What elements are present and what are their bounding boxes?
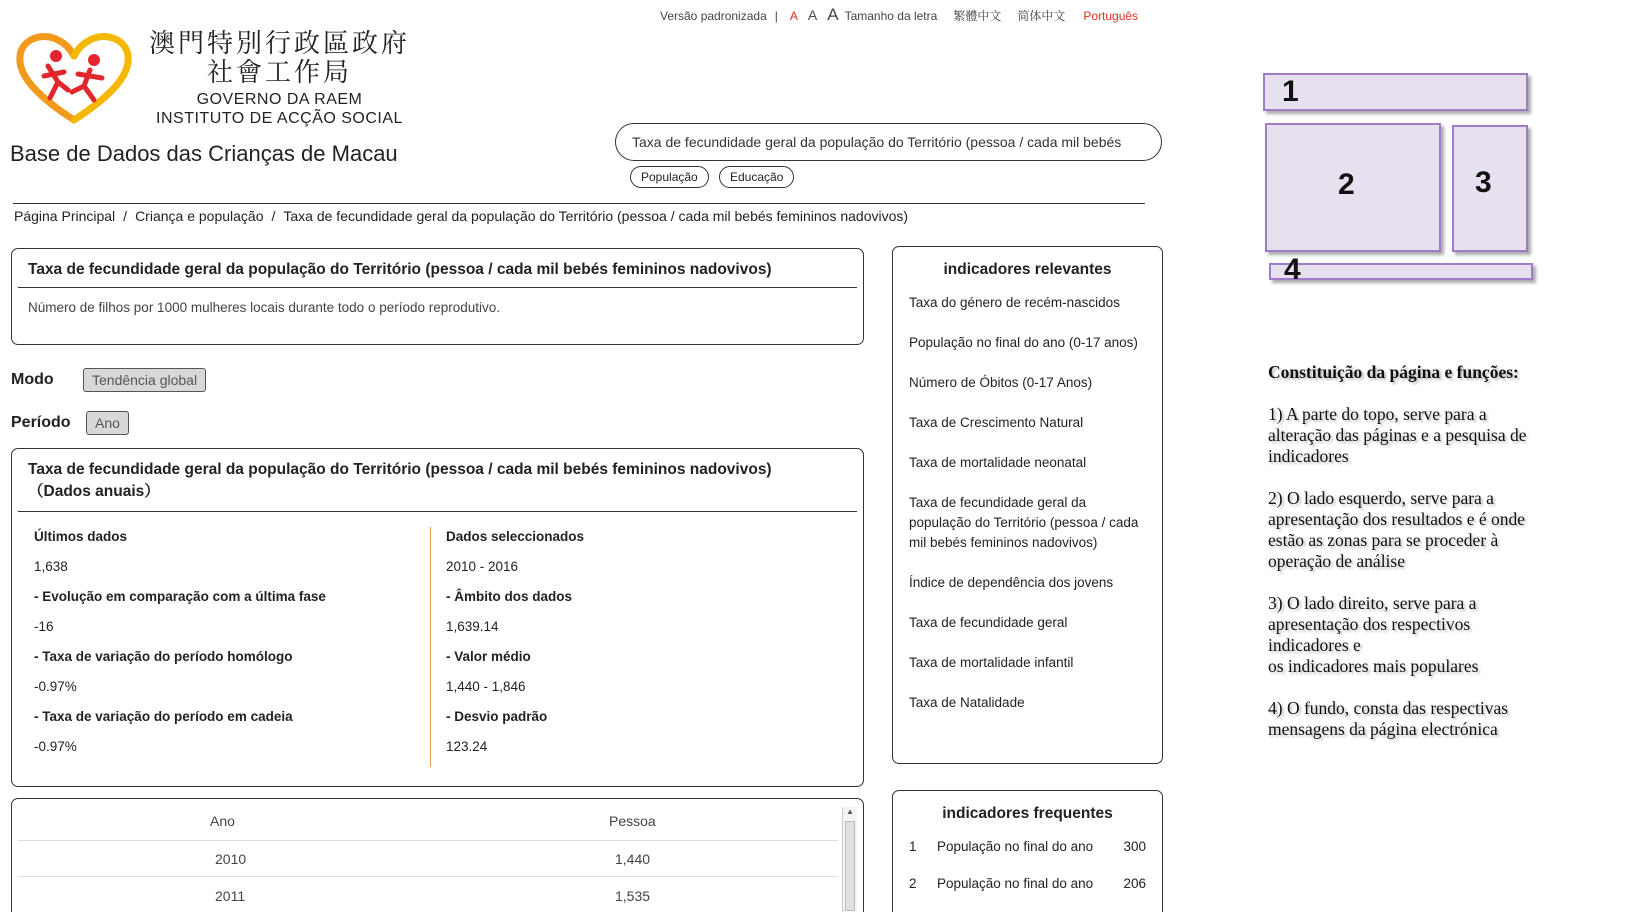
font-medium-button[interactable]: A bbox=[807, 7, 818, 23]
indicator-description: Número de filhos por 1000 mulheres locais durante todo o período reprodutivo. bbox=[28, 300, 501, 315]
diagram-region-top bbox=[1263, 73, 1528, 111]
period-label: Período bbox=[11, 414, 71, 431]
header-divider bbox=[13, 203, 1145, 204]
frequent-indicator-row[interactable] bbox=[909, 876, 1146, 891]
stat-label: - Evolução em comparação com a última fase bbox=[34, 589, 326, 604]
frequent-label[interactable]: População no final do ano bbox=[937, 876, 1094, 891]
relevant-indicator-link[interactable]: Taxa de Crescimento Natural bbox=[909, 415, 1084, 430]
mode-option-button[interactable]: Tendência global bbox=[83, 368, 206, 392]
stat-label: - Âmbito dos dados bbox=[446, 589, 572, 604]
stat-label: - Taxa de variação do período em cadeia bbox=[34, 709, 293, 724]
stat-label: - Valor médio bbox=[446, 649, 531, 664]
period-option-button[interactable]: Ano bbox=[86, 411, 129, 435]
relevant-indicator-link[interactable]: Taxa de fecundidade geral da população do Território (pessoa / cada mil bebés femininos nadovivos) bbox=[909, 495, 1139, 550]
relevant-indicator-link[interactable]: Taxa de fecundidade geral bbox=[909, 615, 1068, 630]
search-input[interactable]: Taxa de fecundidade geral da população do Território (pessoa / cada mil bebés bbox=[615, 123, 1162, 161]
relevant-indicator-link[interactable]: Taxa de Natalidade bbox=[909, 695, 1025, 710]
logo-portuguese-name: GOVERNO DA RAEM INSTITUTO DE ACÇÃO SOCIAL bbox=[156, 91, 403, 127]
column-divider bbox=[430, 527, 431, 767]
selected-data-column bbox=[446, 527, 826, 767]
utility-bar bbox=[660, 5, 1138, 25]
data-table-panel bbox=[11, 798, 864, 912]
lang-traditional-link[interactable]: 繁體中文 bbox=[953, 9, 1002, 23]
table-cell-value: 1,440 bbox=[615, 851, 651, 867]
annual-data-title: Taxa de fecundidade geral da população do Território (pessoa / cada mil bebés femininos nadovivos) bbox=[28, 461, 772, 478]
stat-label: - Desvio padrão bbox=[446, 709, 548, 724]
relevant-indicator-link[interactable]: Número de Óbitos (0-17 Anos) bbox=[909, 375, 1093, 390]
breadcrumb-current: Taxa de fecundidade geral da população do Território (pessoa / cada mil bebés femininos nadovivos) bbox=[283, 208, 909, 224]
diagram-label: 1 bbox=[1282, 75, 1299, 108]
scroll-up-arrow-icon[interactable]: ▲ bbox=[846, 807, 854, 816]
diagram-region-bottom bbox=[1269, 263, 1533, 280]
table-header-year[interactable]: Ano bbox=[210, 813, 235, 829]
lang-portuguese-link[interactable]: Português bbox=[1083, 9, 1139, 23]
relevant-indicators-title: indicadores relevantes bbox=[943, 261, 1112, 278]
notes-title: Constituição da página e funções: bbox=[1268, 362, 1519, 382]
logo-chinese-name: 澳門特別行政區政府 社會工作局 bbox=[148, 29, 410, 88]
frequent-indicators-panel bbox=[892, 790, 1163, 912]
frequent-label[interactable]: População no final do ano bbox=[937, 839, 1094, 854]
stat-value: -0.97% bbox=[34, 679, 77, 694]
stat-value: 1,638 bbox=[34, 559, 68, 574]
diagram-label: 4 bbox=[1284, 253, 1301, 286]
relevant-indicator-link[interactable]: Taxa do género de recém-nascidos bbox=[909, 295, 1120, 310]
stat-value: -0.97% bbox=[34, 739, 77, 754]
stat-value: 1,440 - 1,846 bbox=[446, 679, 526, 694]
frequent-indicator-row[interactable] bbox=[909, 839, 1146, 854]
breadcrumb-category[interactable]: Criança e população bbox=[135, 208, 264, 224]
font-large-button[interactable]: A bbox=[827, 5, 839, 24]
relevant-indicators-panel bbox=[892, 246, 1163, 764]
tag-populacao[interactable]: População bbox=[630, 166, 709, 188]
page-structure-notes bbox=[1268, 362, 1538, 761]
stat-value: -16 bbox=[34, 619, 54, 634]
table-cell-year: 2011 bbox=[215, 888, 246, 904]
standard-version-link[interactable]: Versão padronizada bbox=[660, 9, 767, 23]
frequent-count: 206 bbox=[1123, 876, 1146, 891]
tag-educacao[interactable]: Educação bbox=[719, 166, 794, 188]
annual-data-header bbox=[18, 449, 857, 512]
font-size-label: Tamanho da letra bbox=[844, 9, 938, 23]
frequent-rank: 2 bbox=[909, 876, 917, 891]
table-cell-year: 2010 bbox=[215, 851, 247, 867]
note-top: 1) A parte do topo, serve para a alteração das páginas e a pesquisa de indicadores bbox=[1268, 404, 1527, 466]
latest-data-column bbox=[34, 527, 414, 767]
stat-label: Dados seleccionados bbox=[446, 529, 585, 544]
font-small-button[interactable]: A bbox=[789, 9, 798, 23]
note-right: 3) O lado direito, serve para a apresentação dos respectivos indicadores e os indicadores mais populares bbox=[1268, 593, 1479, 676]
note-bottom: 4) O fundo, consta das respectivas mensagens da página electrónica bbox=[1268, 698, 1509, 739]
frequent-indicators-title: indicadores frequentes bbox=[942, 805, 1113, 822]
table-divider bbox=[18, 876, 838, 877]
heart-logo-icon bbox=[14, 30, 134, 126]
annual-data-panel bbox=[11, 448, 864, 787]
relevant-indicator-link[interactable]: Taxa de mortalidade neonatal bbox=[909, 455, 1087, 470]
mode-label: Modo bbox=[11, 371, 54, 388]
table-cell-value: 1,535 bbox=[615, 888, 651, 904]
table-scrollbar[interactable] bbox=[842, 807, 857, 912]
breadcrumb-home[interactable]: Página Principal bbox=[14, 208, 116, 224]
stat-label: - Taxa de variação do período homólogo bbox=[34, 649, 293, 664]
frequent-rank: 1 bbox=[909, 839, 917, 854]
diagram-label: 2 bbox=[1338, 168, 1355, 201]
stat-value: 1,639.14 bbox=[446, 619, 499, 634]
site-title: Base de Dados das Crianças de Macau bbox=[10, 141, 398, 166]
diagram-label: 3 bbox=[1475, 166, 1492, 199]
indicator-title: Taxa de fecundidade geral da população do Território (pessoa / cada mil bebés femininos nadovivos) bbox=[18, 249, 857, 288]
relevant-indicator-link[interactable]: População no final do ano (0-17 anos) bbox=[909, 335, 1138, 350]
stat-value: 2010 - 2016 bbox=[446, 559, 519, 574]
indicator-description-panel bbox=[11, 248, 864, 345]
stat-value: 123.24 bbox=[446, 739, 488, 754]
table-divider bbox=[18, 840, 838, 841]
relevant-indicator-link[interactable]: Taxa de mortalidade infantil bbox=[909, 655, 1074, 670]
annual-data-subtitle: （Dados anuais） bbox=[28, 483, 160, 500]
note-left: 2) O lado esquerdo, serve para a apresentação dos resultados e é onde estão as zonas para se proceder à operação de análise bbox=[1268, 488, 1526, 571]
stat-label: Últimos dados bbox=[34, 529, 128, 544]
lang-simplified-link[interactable]: 简体中文 bbox=[1017, 9, 1066, 23]
relevant-indicator-link[interactable]: Índice de dependência dos jovens bbox=[909, 575, 1114, 590]
scrollbar-thumb[interactable] bbox=[845, 821, 855, 911]
table-header-value[interactable]: Pessoa bbox=[609, 813, 656, 829]
separator: | bbox=[774, 9, 778, 23]
breadcrumb: Página Principal / Criança e população / Taxa de fecundidade geral da população do Território (pessoa / cada mil bebés femininos nadovivos) bbox=[14, 208, 909, 224]
frequent-count: 300 bbox=[1123, 839, 1146, 854]
